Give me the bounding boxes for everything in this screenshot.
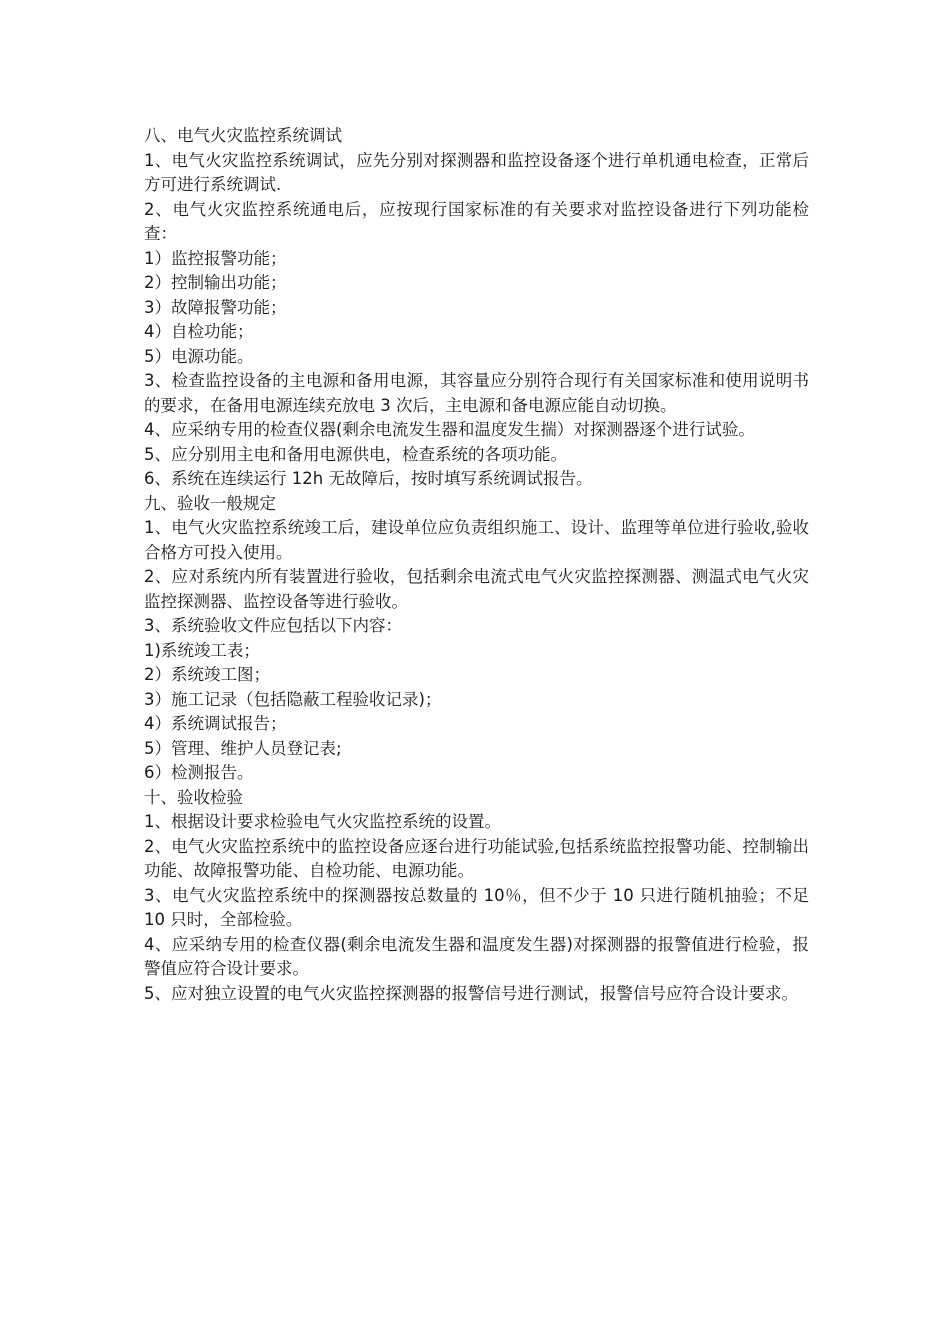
paragraph: 2、应对系统内所有装置进行验收，包括剩余电流式电气火灾监控探测器、测温式电气火灾监控探测器、监控设备等进行验收。	[144, 567, 809, 611]
paragraph: 2、电气火灾监控系统通电后，应按现行国家标准的有关要求对监控设备进行下列功能检查：	[144, 199, 809, 243]
list-item: 4）系统调试报告；	[144, 714, 287, 733]
document-page	[144, 124, 809, 1006]
list-item: 2）系统竣工图；	[144, 665, 270, 684]
paragraph: 2、电气火灾监控系统中的监控设备应逐台进行功能试验,包括系统监控报警功能、控制输出功能、故障报警功能、自检功能、电源功能。	[144, 836, 809, 880]
paragraph: 3、系统验收文件应包括以下内容：	[144, 616, 402, 635]
paragraph: 5、应分别用主电和备用电源供电，检查系统的各项功能。	[144, 444, 567, 464]
list-item: 5）管理、维护人员登记表;	[144, 738, 342, 758]
section-heading-10: 十、验收检验	[144, 787, 243, 807]
paragraph: 5、应对独立设置的电气火灾监控探测器的报警信号进行测试，报警信号应符合设计要求。	[144, 983, 798, 1003]
paragraph: 3、检查监控设备的主电源和备用电源，其容量应分别符合现行有关国家标准和使用说明书的要求，在备用电源连续充放电 3 次后，主电源和备电源应能自动切换。	[144, 371, 809, 415]
paragraph: 3、电气火灾监控系统中的探测器按总数量的 10％，但不少于 10 只进行随机抽验；不足 10 只时，全部检验。	[144, 885, 809, 929]
paragraph: 1、电气火灾监控系统竣工后，建设单位应负责组织施工、设计、监理等单位进行验收,验收合格方可投入使用。	[144, 518, 809, 562]
list-item: 2）控制输出功能；	[144, 273, 287, 292]
paragraph: 1、电气火灾监控系统调试，应先分别对探测器和监控设备逐个进行单机通电检查，正常后方可进行系统调试.	[144, 150, 809, 194]
list-item: 6）检测报告。	[144, 763, 254, 782]
list-item: 1）监控报警功能；	[144, 248, 287, 268]
list-item: 4）自检功能；	[144, 322, 254, 341]
paragraph: 4、应采纳专用的检查仪器(剩余电流发生器和温度发生揣）对探测器逐个进行试验。	[144, 420, 755, 439]
paragraph: 4、应采纳专用的检查仪器(剩余电流发生器和温度发生器)对探测器的报警值进行检验，报警值应符合设计要求。	[144, 934, 809, 978]
paragraph: 1、根据设计要求检验电气火灾监控系统的设置。	[144, 812, 501, 831]
list-item: 5）电源功能。	[144, 346, 254, 366]
section-heading-8: 八、电气火灾监控系统调试	[144, 126, 342, 145]
list-item: 1)系统竣工表；	[144, 640, 260, 660]
list-item: 3）施工记录（包括隐蔽工程验收记录)；	[144, 689, 442, 709]
section-heading-9: 九、验收一般规定	[144, 493, 276, 513]
paragraph: 6、系统在连续运行 12h 无故障后，按时填写系统调试报告。	[144, 469, 593, 488]
list-item: 3）故障报警功能；	[144, 297, 287, 317]
